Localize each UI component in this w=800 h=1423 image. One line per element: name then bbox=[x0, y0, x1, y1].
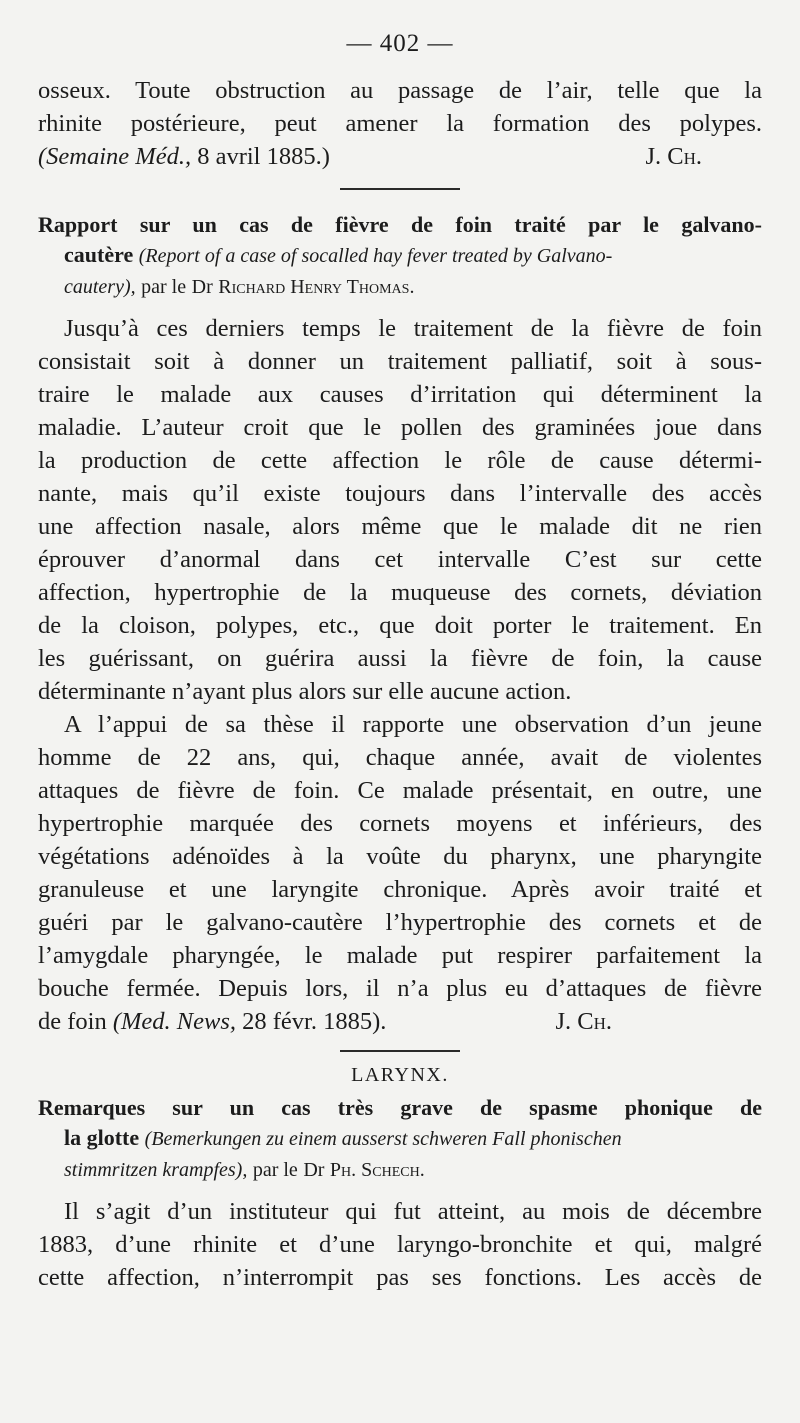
text-line: guéri par le galvano-cautère l’hypertrophie des cornets et de bbox=[38, 909, 762, 936]
page-number: — 402 — bbox=[346, 30, 454, 57]
text-line: maladie. L’auteur croit que le pollen des graminées joue dans bbox=[38, 414, 762, 441]
author-name: Ph. Schech. bbox=[329, 1159, 425, 1181]
text-line: rhinite postérieure, peut amener la formation des polypes. bbox=[38, 110, 762, 137]
author-signature: J. Ch. bbox=[645, 143, 702, 170]
text-line: bouche fermée. Depuis lors, il n’a plus eu d’attaques de fièvre bbox=[38, 975, 762, 1002]
text-line: osseux. Toute obstruction au passage de l’air, telle que la bbox=[38, 77, 762, 104]
article-title-original: (Report of a case of socalled hay fever treated by Galvano- bbox=[138, 245, 613, 267]
text-line: 1883, d’une rhinite et d’une laryngo-bronchite et qui, malgré bbox=[38, 1231, 762, 1258]
author-signature: J. Ch. bbox=[555, 1008, 612, 1035]
text-fragment: de foin bbox=[38, 1008, 107, 1035]
text-line: éprouver d’anormal dans cet intervalle C’est sur cette bbox=[38, 546, 762, 573]
text-line: nante, mais qu’il existe toujours dans l’intervalle des accès bbox=[38, 480, 762, 507]
article-title-line: Remarques sur un cas très grave de spasme phonique de bbox=[38, 1095, 762, 1120]
text-line: consistait soit à donner un traitement palliatif, soit à sous- bbox=[38, 348, 762, 375]
text-line: déterminante n’ayant plus alors sur elle aucune action. bbox=[38, 678, 572, 705]
text-line: hypertrophie marquée des cornets moyens et inférieurs, des bbox=[38, 810, 762, 837]
byline-prefix: par le bbox=[252, 1159, 298, 1181]
byline-title: Dr bbox=[191, 276, 213, 298]
text-line: affection, hypertrophie de la muqueuse des cornets, déviation bbox=[38, 579, 762, 606]
article-byline bbox=[38, 271, 762, 302]
paragraph bbox=[38, 312, 762, 708]
text-line: la production de cette affection le rôle de cause détermi- bbox=[38, 447, 762, 474]
text-line: une affection nasale, alors même que le malade dit ne rien bbox=[38, 513, 762, 540]
article-title-line: Rapport sur un cas de fièvre de foin traité par le galvano- bbox=[38, 212, 762, 237]
text-line: l’amygdale pharyngée, le malade put respirer parfaitement la bbox=[38, 942, 762, 969]
citation-date: 8 avril 1885.) bbox=[197, 143, 330, 170]
article-glottis-spasm bbox=[38, 1093, 762, 1294]
text-line: traire le malade aux causes d’irritation qui déterminent la bbox=[38, 381, 762, 408]
citation-source: (Med. News, bbox=[112, 1008, 237, 1035]
article-byline bbox=[38, 1154, 762, 1185]
article-title-original: stimmritzen krampfes), bbox=[64, 1159, 248, 1181]
article-title-line bbox=[38, 240, 762, 271]
section-divider bbox=[340, 1050, 460, 1052]
text-line: homme de 22 ans, qui, chaque année, avait de violentes bbox=[38, 744, 762, 771]
text-line: de la cloison, polypes, etc., que doit porter le traitement. En bbox=[38, 612, 762, 639]
text-line: granuleuse et une laryngite chronique. Après avoir traité et bbox=[38, 876, 762, 903]
section-title: LARYNX. bbox=[351, 1064, 449, 1086]
text-line: A l’appui de sa thèse il rapporte une observation d’un jeune bbox=[64, 711, 762, 738]
text-line: végétations adénoïdes à la voûte du pharynx, une pharyngite bbox=[38, 843, 762, 870]
article-title-line bbox=[38, 1123, 762, 1154]
section-divider bbox=[340, 188, 460, 190]
text-line: Il s’agit d’un instituteur qui fut atteint, au mois de décembre bbox=[64, 1198, 762, 1225]
text-line: cette affection, n’interrompit pas ses fonctions. Les accès de bbox=[38, 1264, 762, 1291]
author-name: Richard Henry Thomas. bbox=[218, 276, 415, 298]
article-hay-fever bbox=[38, 210, 762, 1038]
paragraph bbox=[38, 708, 762, 1038]
citation-source: (Semaine Méd., bbox=[38, 143, 192, 170]
citation-date: 28 févr. 1885). bbox=[242, 1008, 387, 1035]
article-title-original: (Bemerkungen zu einem ausserst schweren Fall phonischen bbox=[144, 1128, 622, 1150]
citation-line bbox=[38, 140, 762, 173]
text-line: attaques de fièvre de foin. Ce malade présentait, en outre, une bbox=[38, 777, 762, 804]
previous-article-ending bbox=[38, 74, 762, 173]
byline-title: Dr bbox=[303, 1159, 325, 1181]
article-title-original: cautery), bbox=[64, 276, 136, 298]
byline-prefix: par le bbox=[141, 276, 187, 298]
text-line: Jusqu’à ces derniers temps le traitement de la fièvre de foin bbox=[64, 315, 762, 342]
citation-line bbox=[38, 1005, 762, 1038]
article-title-bold: la glotte bbox=[64, 1125, 140, 1150]
article-title-bold: cautère bbox=[64, 242, 134, 267]
text-line: les guérissant, on guérira aussi la fièvre de foin, la cause bbox=[38, 645, 762, 672]
paragraph bbox=[38, 1195, 762, 1294]
